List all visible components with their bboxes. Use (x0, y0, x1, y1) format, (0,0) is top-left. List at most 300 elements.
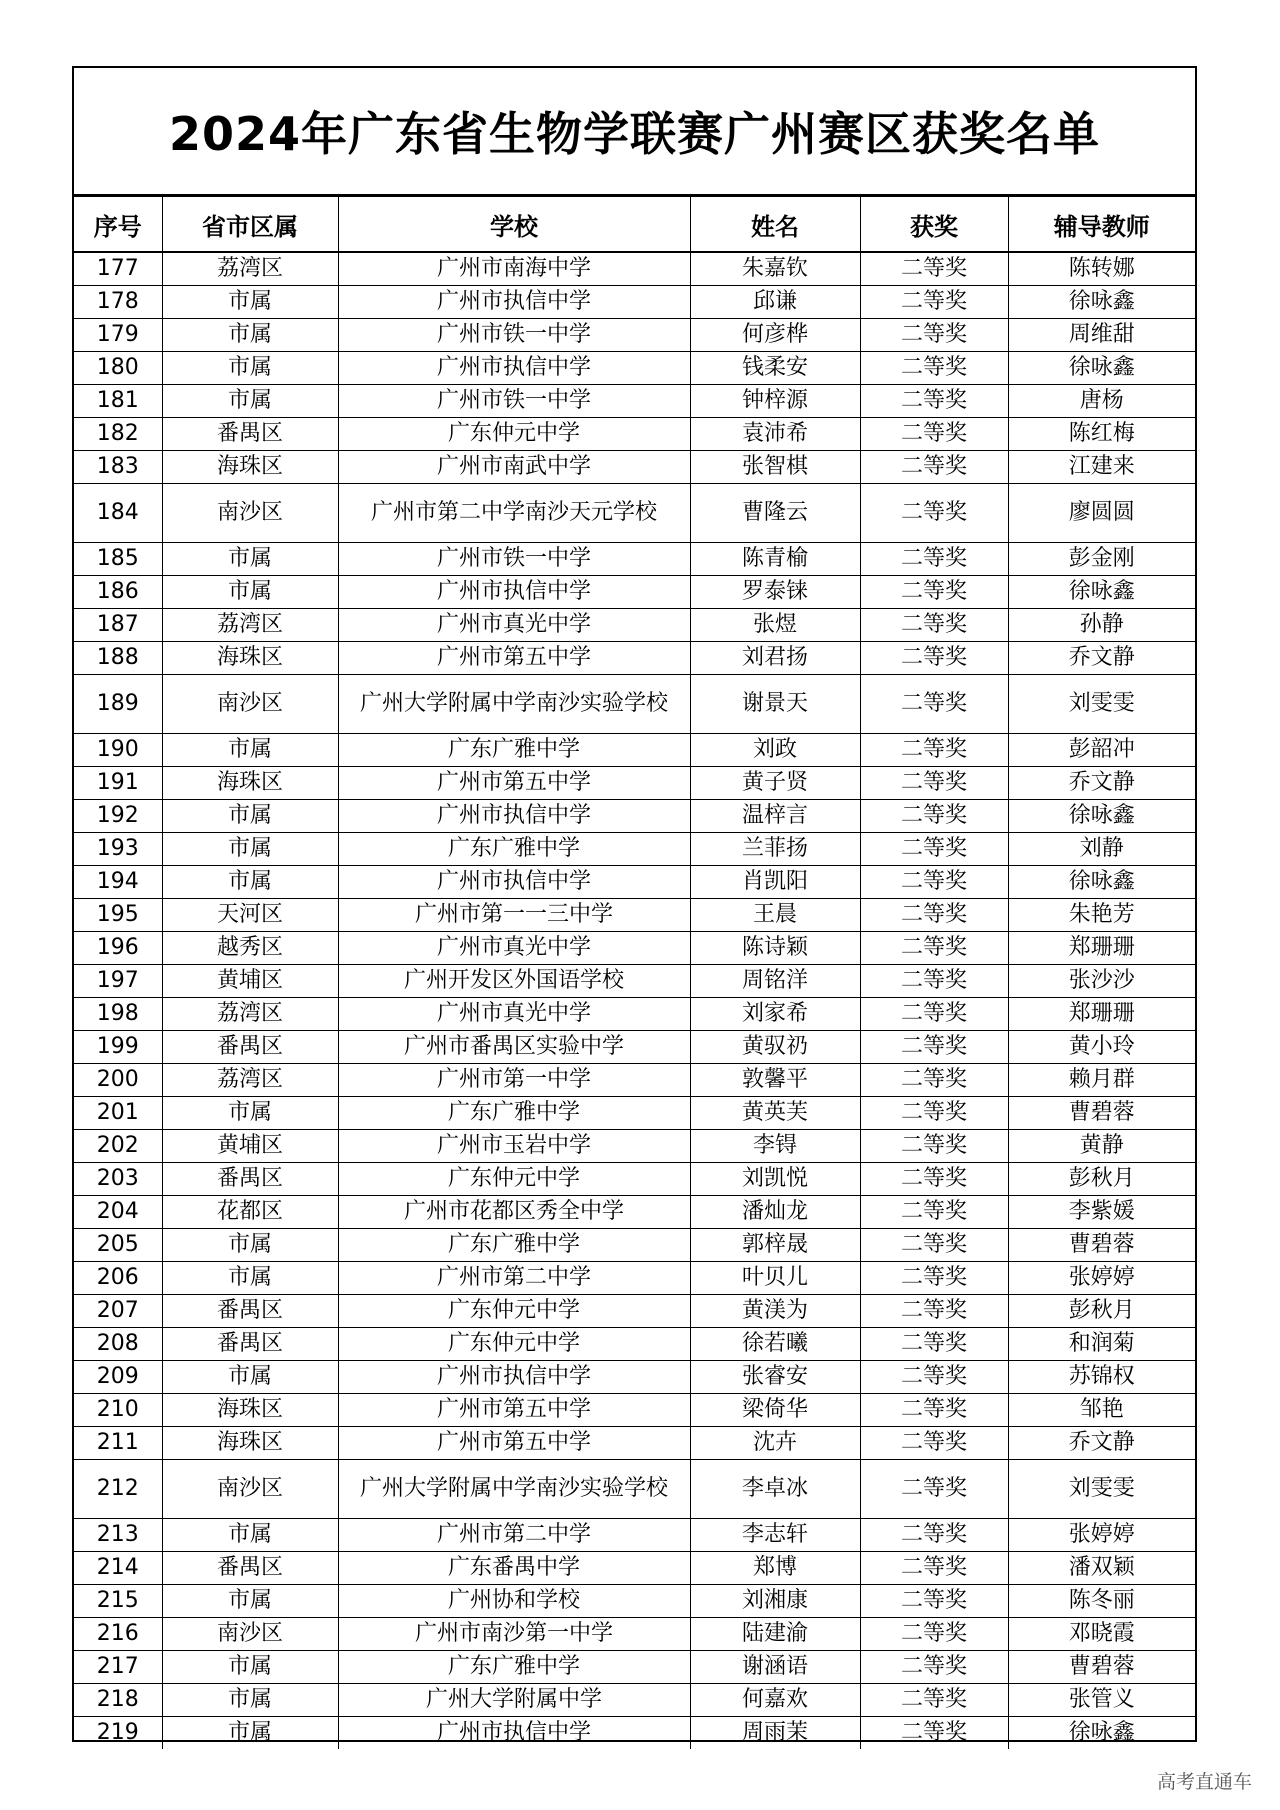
cell-teacher: 彭秋月 (1008, 1163, 1195, 1196)
cell-index: 209 (74, 1361, 162, 1394)
cell-teacher: 徐咏鑫 (1008, 352, 1195, 385)
cell-student-name: 罗泰铼 (690, 576, 860, 609)
cell-school: 广东仲元中学 (338, 1328, 690, 1361)
cell-index: 214 (74, 1552, 162, 1585)
table-row (74, 1618, 1195, 1651)
cell-teacher: 黄小玲 (1008, 1031, 1195, 1064)
cell-school: 广州市玉岩中学 (338, 1130, 690, 1163)
table-row (74, 609, 1195, 642)
cell-district: 市属 (162, 1519, 338, 1552)
cell-award: 二等奖 (860, 767, 1008, 800)
table-row (74, 1262, 1195, 1295)
table-row (74, 1328, 1195, 1361)
cell-district: 海珠区 (162, 767, 338, 800)
cell-teacher: 郑珊珊 (1008, 932, 1195, 965)
cell-index: 211 (74, 1427, 162, 1460)
cell-student-name: 黄驭礽 (690, 1031, 860, 1064)
cell-school: 广州市铁一中学 (338, 385, 690, 418)
cell-teacher: 苏锦权 (1008, 1361, 1195, 1394)
table-row (74, 1064, 1195, 1097)
cell-index: 196 (74, 932, 162, 965)
cell-student-name: 陈青榆 (690, 543, 860, 576)
cell-student-name: 何彦桦 (690, 319, 860, 352)
cell-index: 206 (74, 1262, 162, 1295)
table-row (74, 1651, 1195, 1684)
cell-award: 二等奖 (860, 1460, 1008, 1519)
table-row (74, 543, 1195, 576)
cell-teacher: 乔文静 (1008, 642, 1195, 675)
cell-student-name: 潘灿龙 (690, 1196, 860, 1229)
cell-teacher: 乔文静 (1008, 1427, 1195, 1460)
cell-index: 202 (74, 1130, 162, 1163)
table-row (74, 1684, 1195, 1717)
table-row (74, 484, 1195, 543)
cell-student-name: 谢涵语 (690, 1651, 860, 1684)
cell-teacher: 孙静 (1008, 609, 1195, 642)
cell-school: 广州市第二中学南沙天元学校 (338, 484, 690, 543)
cell-school: 广东广雅中学 (338, 1651, 690, 1684)
cell-index: 185 (74, 543, 162, 576)
award-list-sheet (72, 66, 1197, 1745)
cell-award: 二等奖 (860, 833, 1008, 866)
cell-district: 南沙区 (162, 675, 338, 734)
cell-teacher: 邹艳 (1008, 1394, 1195, 1427)
cell-student-name: 曹隆云 (690, 484, 860, 543)
cell-school: 广州市铁一中学 (338, 319, 690, 352)
cell-district: 南沙区 (162, 1460, 338, 1519)
cell-index: 197 (74, 965, 162, 998)
cell-school: 广州市南沙第一中学 (338, 1618, 690, 1651)
cell-award: 二等奖 (860, 286, 1008, 319)
cell-student-name: 陆建渝 (690, 1618, 860, 1651)
cell-student-name: 李锝 (690, 1130, 860, 1163)
cell-school: 广东广雅中学 (338, 1097, 690, 1130)
header-teacher: 辅导教师 (1008, 197, 1195, 253)
table-row (74, 1552, 1195, 1585)
cell-district: 番禺区 (162, 1295, 338, 1328)
cell-school: 广州市南武中学 (338, 451, 690, 484)
cell-index: 208 (74, 1328, 162, 1361)
cell-student-name: 黄子贤 (690, 767, 860, 800)
cell-index: 213 (74, 1519, 162, 1552)
cell-district: 市属 (162, 543, 338, 576)
cell-student-name: 肖凯阳 (690, 866, 860, 899)
header-award: 获奖 (860, 197, 1008, 253)
cell-teacher: 和润菊 (1008, 1328, 1195, 1361)
cell-teacher: 刘雯雯 (1008, 675, 1195, 734)
cell-award: 二等奖 (860, 576, 1008, 609)
table-row (74, 899, 1195, 932)
cell-teacher: 陈转娜 (1008, 252, 1195, 286)
cell-index: 216 (74, 1618, 162, 1651)
cell-student-name: 刘湘康 (690, 1585, 860, 1618)
table-row (74, 675, 1195, 734)
cell-district: 海珠区 (162, 451, 338, 484)
table-row (74, 1717, 1195, 1750)
cell-school: 广州市真光中学 (338, 932, 690, 965)
cell-school: 广州市执信中学 (338, 1361, 690, 1394)
cell-school: 广州开发区外国语学校 (338, 965, 690, 998)
cell-student-name: 朱嘉钦 (690, 252, 860, 286)
table-row (74, 866, 1195, 899)
cell-student-name: 何嘉欢 (690, 1684, 860, 1717)
cell-school: 广东番禺中学 (338, 1552, 690, 1585)
cell-school: 广州协和学校 (338, 1585, 690, 1618)
cell-award: 二等奖 (860, 998, 1008, 1031)
cell-student-name: 张智棋 (690, 451, 860, 484)
cell-index: 189 (74, 675, 162, 734)
cell-district: 越秀区 (162, 932, 338, 965)
cell-district: 海珠区 (162, 1427, 338, 1460)
cell-district: 南沙区 (162, 1618, 338, 1651)
cell-index: 181 (74, 385, 162, 418)
cell-index: 183 (74, 451, 162, 484)
cell-school: 广东广雅中学 (338, 833, 690, 866)
cell-award: 二等奖 (860, 1427, 1008, 1460)
cell-school: 广州大学附属中学南沙实验学校 (338, 675, 690, 734)
cell-index: 179 (74, 319, 162, 352)
cell-student-name: 徐若曦 (690, 1328, 860, 1361)
cell-school: 广东广雅中学 (338, 1229, 690, 1262)
cell-school: 广州大学附属中学 (338, 1684, 690, 1717)
cell-award: 二等奖 (860, 1229, 1008, 1262)
cell-award: 二等奖 (860, 734, 1008, 767)
cell-index: 219 (74, 1717, 162, 1750)
cell-school: 广东仲元中学 (338, 418, 690, 451)
cell-teacher: 邓晓霞 (1008, 1618, 1195, 1651)
table-row (74, 1130, 1195, 1163)
cell-index: 203 (74, 1163, 162, 1196)
cell-district: 番禺区 (162, 1552, 338, 1585)
cell-student-name: 刘家希 (690, 998, 860, 1031)
table-header-row (74, 197, 1195, 253)
cell-index: 204 (74, 1196, 162, 1229)
cell-index: 192 (74, 800, 162, 833)
cell-student-name: 钱柔安 (690, 352, 860, 385)
cell-teacher: 曹碧蓉 (1008, 1097, 1195, 1130)
cell-school: 广州市执信中学 (338, 576, 690, 609)
cell-award: 二等奖 (860, 484, 1008, 543)
cell-student-name: 黄英芙 (690, 1097, 860, 1130)
cell-student-name: 刘政 (690, 734, 860, 767)
award-table (74, 196, 1195, 1749)
table-row (74, 1097, 1195, 1130)
cell-school: 广东广雅中学 (338, 734, 690, 767)
cell-award: 二等奖 (860, 1717, 1008, 1750)
cell-district: 市属 (162, 1229, 338, 1262)
table-row (74, 1460, 1195, 1519)
cell-school: 广州市第一一三中学 (338, 899, 690, 932)
table-row (74, 451, 1195, 484)
cell-award: 二等奖 (860, 1328, 1008, 1361)
cell-school: 广州市第一中学 (338, 1064, 690, 1097)
table-row (74, 286, 1195, 319)
cell-award: 二等奖 (860, 451, 1008, 484)
cell-district: 黄埔区 (162, 1130, 338, 1163)
cell-index: 199 (74, 1031, 162, 1064)
cell-index: 182 (74, 418, 162, 451)
table-row (74, 932, 1195, 965)
cell-award: 二等奖 (860, 1031, 1008, 1064)
cell-index: 180 (74, 352, 162, 385)
cell-student-name: 袁沛希 (690, 418, 860, 451)
cell-school: 广州市执信中学 (338, 1717, 690, 1750)
cell-index: 201 (74, 1097, 162, 1130)
cell-school: 广州市花都区秀全中学 (338, 1196, 690, 1229)
cell-teacher: 彭秋月 (1008, 1295, 1195, 1328)
cell-index: 186 (74, 576, 162, 609)
cell-student-name: 李志轩 (690, 1519, 860, 1552)
cell-student-name: 兰菲扬 (690, 833, 860, 866)
table-row (74, 800, 1195, 833)
cell-teacher: 唐杨 (1008, 385, 1195, 418)
table-row (74, 385, 1195, 418)
cell-teacher: 郑珊珊 (1008, 998, 1195, 1031)
cell-teacher: 乔文静 (1008, 767, 1195, 800)
table-row (74, 319, 1195, 352)
cell-award: 二等奖 (860, 1163, 1008, 1196)
cell-award: 二等奖 (860, 800, 1008, 833)
cell-school: 广州市执信中学 (338, 800, 690, 833)
cell-district: 市属 (162, 866, 338, 899)
cell-student-name: 张煜 (690, 609, 860, 642)
cell-teacher: 张管义 (1008, 1684, 1195, 1717)
cell-district: 荔湾区 (162, 1064, 338, 1097)
cell-teacher: 徐咏鑫 (1008, 286, 1195, 319)
cell-index: 207 (74, 1295, 162, 1328)
cell-index: 193 (74, 833, 162, 866)
cell-award: 二等奖 (860, 1196, 1008, 1229)
table-row (74, 1394, 1195, 1427)
cell-student-name: 周雨茉 (690, 1717, 860, 1750)
cell-district: 荔湾区 (162, 998, 338, 1031)
cell-district: 市属 (162, 734, 338, 767)
cell-district: 市属 (162, 800, 338, 833)
table-row (74, 1585, 1195, 1618)
cell-award: 二等奖 (860, 385, 1008, 418)
cell-index: 212 (74, 1460, 162, 1519)
cell-teacher: 徐咏鑫 (1008, 576, 1195, 609)
cell-index: 218 (74, 1684, 162, 1717)
cell-index: 217 (74, 1651, 162, 1684)
cell-district: 荔湾区 (162, 609, 338, 642)
cell-teacher: 曹碧蓉 (1008, 1651, 1195, 1684)
cell-district: 市属 (162, 1651, 338, 1684)
table-row (74, 352, 1195, 385)
cell-teacher: 朱艳芳 (1008, 899, 1195, 932)
cell-school: 广州市第五中学 (338, 642, 690, 675)
cell-award: 二等奖 (860, 965, 1008, 998)
table-row (74, 1163, 1195, 1196)
cell-teacher: 张婷婷 (1008, 1519, 1195, 1552)
cell-district: 市属 (162, 1262, 338, 1295)
cell-district: 番禺区 (162, 1328, 338, 1361)
table-row (74, 1361, 1195, 1394)
cell-district: 市属 (162, 576, 338, 609)
cell-student-name: 周铭洋 (690, 965, 860, 998)
cell-district: 番禺区 (162, 1031, 338, 1064)
cell-teacher: 黄静 (1008, 1130, 1195, 1163)
cell-award: 二等奖 (860, 1684, 1008, 1717)
cell-index: 177 (74, 252, 162, 286)
cell-school: 广州市第五中学 (338, 767, 690, 800)
cell-school: 广州市执信中学 (338, 352, 690, 385)
cell-index: 188 (74, 642, 162, 675)
cell-district: 海珠区 (162, 1394, 338, 1427)
table-body (74, 252, 1195, 1749)
cell-teacher: 周维甜 (1008, 319, 1195, 352)
cell-student-name: 敦馨平 (690, 1064, 860, 1097)
cell-school: 广州市南海中学 (338, 252, 690, 286)
cell-school: 广州市真光中学 (338, 609, 690, 642)
cell-school: 广州市执信中学 (338, 286, 690, 319)
cell-award: 二等奖 (860, 252, 1008, 286)
cell-index: 187 (74, 609, 162, 642)
cell-teacher: 潘双颖 (1008, 1552, 1195, 1585)
cell-teacher: 陈红梅 (1008, 418, 1195, 451)
cell-index: 184 (74, 484, 162, 543)
cell-index: 205 (74, 1229, 162, 1262)
cell-school: 广州市第二中学 (338, 1519, 690, 1552)
cell-district: 黄埔区 (162, 965, 338, 998)
cell-student-name: 郭梓晟 (690, 1229, 860, 1262)
cell-index: 195 (74, 899, 162, 932)
table-row (74, 833, 1195, 866)
cell-index: 210 (74, 1394, 162, 1427)
cell-district: 花都区 (162, 1196, 338, 1229)
cell-student-name: 梁倚华 (690, 1394, 860, 1427)
cell-award: 二等奖 (860, 418, 1008, 451)
cell-award: 二等奖 (860, 352, 1008, 385)
cell-student-name: 李卓冰 (690, 1460, 860, 1519)
cell-district: 市属 (162, 1097, 338, 1130)
table-row (74, 1519, 1195, 1552)
cell-index: 178 (74, 286, 162, 319)
cell-award: 二等奖 (860, 609, 1008, 642)
cell-district: 市属 (162, 1361, 338, 1394)
cell-district: 市属 (162, 286, 338, 319)
header-school: 学校 (338, 197, 690, 253)
document-title: 2024年广东省生物学联赛广州赛区获奖名单 (74, 68, 1195, 196)
cell-teacher: 刘雯雯 (1008, 1460, 1195, 1519)
cell-index: 215 (74, 1585, 162, 1618)
cell-school: 广州大学附属中学南沙实验学校 (338, 1460, 690, 1519)
cell-teacher: 李紫媛 (1008, 1196, 1195, 1229)
cell-school: 广东仲元中学 (338, 1295, 690, 1328)
cell-student-name: 钟梓源 (690, 385, 860, 418)
cell-index: 190 (74, 734, 162, 767)
cell-award: 二等奖 (860, 866, 1008, 899)
cell-teacher: 廖圆圆 (1008, 484, 1195, 543)
cell-school: 广州市第五中学 (338, 1427, 690, 1460)
cell-school: 广东仲元中学 (338, 1163, 690, 1196)
header-student-name: 姓名 (690, 197, 860, 253)
cell-teacher: 江建来 (1008, 451, 1195, 484)
cell-award: 二等奖 (860, 1394, 1008, 1427)
cell-award: 二等奖 (860, 1097, 1008, 1130)
cell-school: 广州市番禺区实验中学 (338, 1031, 690, 1064)
cell-index: 194 (74, 866, 162, 899)
watermark-text: 高考直通车 (1156, 1771, 1252, 1793)
cell-school: 广州市第二中学 (338, 1262, 690, 1295)
table-row (74, 1427, 1195, 1460)
cell-district: 海珠区 (162, 642, 338, 675)
cell-award: 二等奖 (860, 1130, 1008, 1163)
cell-district: 番禺区 (162, 1163, 338, 1196)
cell-award: 二等奖 (860, 1519, 1008, 1552)
cell-student-name: 陈诗颖 (690, 932, 860, 965)
cell-district: 市属 (162, 385, 338, 418)
cell-school: 广州市铁一中学 (338, 543, 690, 576)
cell-teacher: 曹碧蓉 (1008, 1229, 1195, 1262)
table-row (74, 965, 1195, 998)
cell-teacher: 彭金刚 (1008, 543, 1195, 576)
cell-district: 市属 (162, 1717, 338, 1750)
table-row (74, 252, 1195, 286)
cell-index: 198 (74, 998, 162, 1031)
cell-award: 二等奖 (860, 1651, 1008, 1684)
table-row (74, 1031, 1195, 1064)
table-row (74, 418, 1195, 451)
cell-student-name: 刘凯悦 (690, 1163, 860, 1196)
cell-district: 市属 (162, 1684, 338, 1717)
cell-student-name: 邱谦 (690, 286, 860, 319)
table-row (74, 642, 1195, 675)
cell-district: 市属 (162, 319, 338, 352)
cell-teacher: 徐咏鑫 (1008, 866, 1195, 899)
table-row (74, 767, 1195, 800)
cell-student-name: 王晨 (690, 899, 860, 932)
cell-district: 荔湾区 (162, 252, 338, 286)
cell-district: 市属 (162, 352, 338, 385)
cell-student-name: 郑博 (690, 1552, 860, 1585)
cell-student-name: 刘君扬 (690, 642, 860, 675)
header-district: 省市区属 (162, 197, 338, 253)
cell-district: 番禺区 (162, 418, 338, 451)
table-row (74, 1229, 1195, 1262)
cell-index: 191 (74, 767, 162, 800)
cell-teacher: 张婷婷 (1008, 1262, 1195, 1295)
cell-index: 200 (74, 1064, 162, 1097)
header-index: 序号 (74, 197, 162, 253)
cell-student-name: 张睿安 (690, 1361, 860, 1394)
table-row (74, 734, 1195, 767)
cell-teacher: 张沙沙 (1008, 965, 1195, 998)
table-row (74, 998, 1195, 1031)
cell-award: 二等奖 (860, 1361, 1008, 1394)
cell-award: 二等奖 (860, 675, 1008, 734)
cell-student-name: 温梓言 (690, 800, 860, 833)
cell-award: 二等奖 (860, 1295, 1008, 1328)
cell-school: 广州市真光中学 (338, 998, 690, 1031)
table-row (74, 576, 1195, 609)
cell-district: 市属 (162, 1585, 338, 1618)
cell-district: 南沙区 (162, 484, 338, 543)
cell-student-name: 黄渼为 (690, 1295, 860, 1328)
cell-district: 市属 (162, 833, 338, 866)
cell-student-name: 叶贝儿 (690, 1262, 860, 1295)
cell-award: 二等奖 (860, 1585, 1008, 1618)
cell-award: 二等奖 (860, 932, 1008, 965)
cell-award: 二等奖 (860, 1552, 1008, 1585)
cell-award: 二等奖 (860, 1064, 1008, 1097)
cell-award: 二等奖 (860, 642, 1008, 675)
cell-teacher: 刘静 (1008, 833, 1195, 866)
table-row (74, 1196, 1195, 1229)
cell-teacher: 徐咏鑫 (1008, 800, 1195, 833)
cell-award: 二等奖 (860, 899, 1008, 932)
cell-award: 二等奖 (860, 1262, 1008, 1295)
